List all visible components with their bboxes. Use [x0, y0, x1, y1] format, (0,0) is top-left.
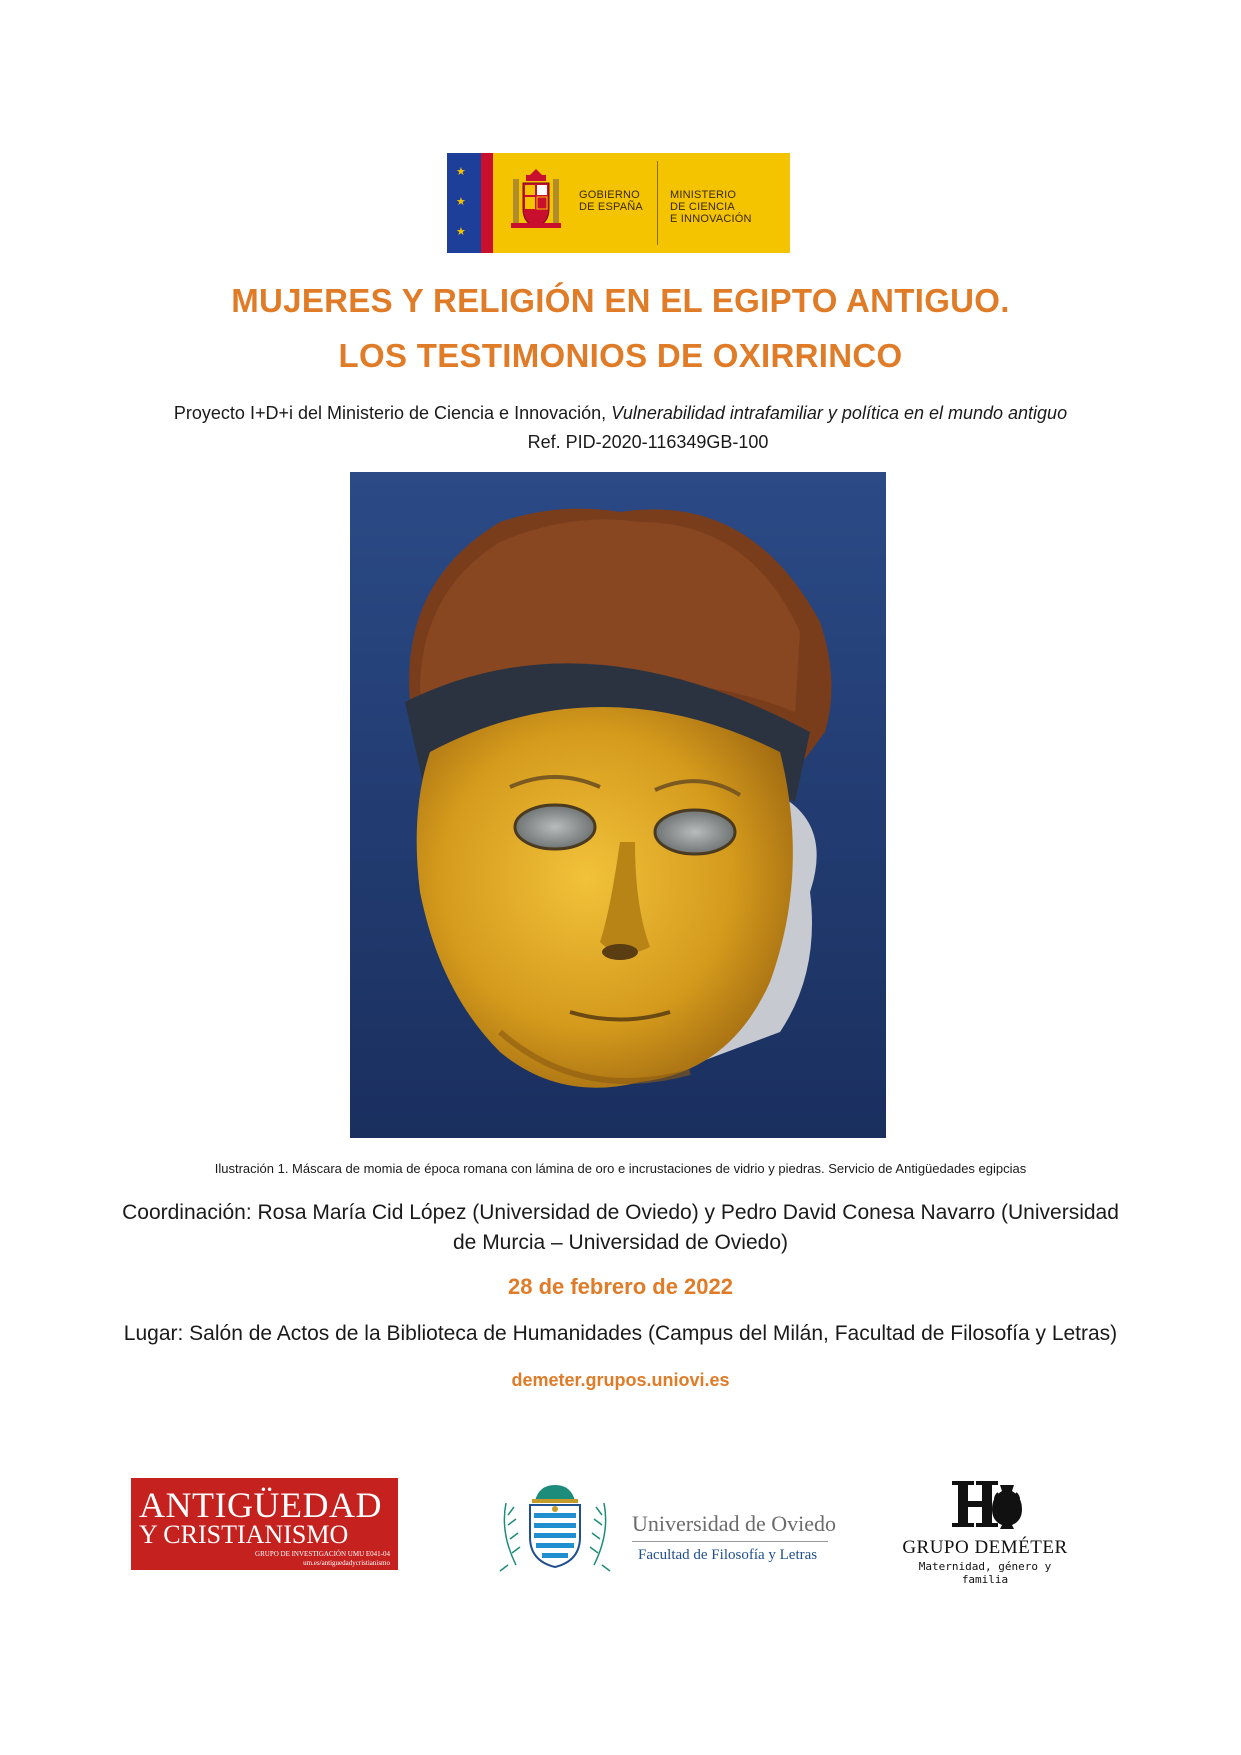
antig-logo-small-1: GRUPO DE INVESTIGACIÓN UMU E041-04: [255, 1550, 390, 1558]
spain-flag-stripe: [481, 153, 493, 253]
ministry-label-1: MINISTERIO: [670, 189, 737, 201]
ministry-label-3: E INNOVACIÓN: [670, 213, 752, 225]
project-prefix: Proyecto I+D+i del Ministerio de Ciencia e Innovación,: [173, 403, 612, 423]
photo-caption: Ilustración 1. Máscara de momia de época romana con lámina de oro e incrustaciones de vidrio y piedras. Servicio de Antigüedades egipcias: [214, 1161, 1027, 1176]
mummy-mask-photo: [350, 472, 886, 1138]
project-ref: Ref. PID-2020-116349GB-100: [527, 432, 769, 452]
antig-logo-line2: Y CRISTIANISMO: [139, 1520, 349, 1549]
antiguedad-cristianismo-logo: [131, 1478, 398, 1570]
coat-of-arms-icon: [509, 167, 563, 239]
antig-logo-line1: ANTIGÜEDAD: [139, 1485, 382, 1525]
demeter-subtitle: Maternidad, género y familia: [918, 1560, 1052, 1586]
demeter-name: GRUPO DEMÉTER: [902, 1537, 1068, 1558]
antig-logo-small-2: um.es/antiguedadycristianismo: [303, 1559, 390, 1567]
page-title-line-2: LOS TESTIMONIOS DE OXIRRINCO: [338, 337, 903, 374]
uniovi-divider: [632, 1541, 828, 1542]
banner-divider: [657, 161, 658, 245]
uniovi-faculty: Facultad de Filosofía y Letras: [638, 1547, 818, 1563]
eu-flag: ★ ★ ★: [447, 153, 481, 253]
government-banner: [447, 153, 790, 253]
project-name: Vulnerabilidad intrafamiliar y política en el mundo antiguo: [611, 403, 1068, 423]
page-title-line-1: MUJERES Y RELIGIÓN EN EL EGIPTO ANTIGUO.: [231, 282, 1010, 319]
espana-label: DE ESPAÑA: [579, 201, 643, 213]
ministry-label-2: DE CIENCIA: [670, 201, 735, 213]
event-date: 28 de febrero de 2022: [507, 1274, 733, 1299]
website-link[interactable]: demeter.grupos.uniovi.es: [511, 1370, 730, 1390]
project-line: [0, 403, 1241, 424]
coordination-text: Coordinación: Rosa María Cid López (Universidad de Oviedo) y Pedro David Conesa Navarro (Universidad de Murcia – Universidad de Oviedo): [122, 1201, 1119, 1254]
uniovi-name: Universidad de Oviedo: [632, 1511, 837, 1536]
uniovi-crest-icon: [494, 1483, 616, 1579]
antig-logo-small: [255, 1550, 390, 1568]
gobierno-label: GOBIERNO: [579, 189, 640, 201]
event-place: Lugar: Salón de Actos de la Biblioteca de Humanidades (Campus del Milán, Facultad de Filosofía y Letras): [123, 1322, 1118, 1345]
